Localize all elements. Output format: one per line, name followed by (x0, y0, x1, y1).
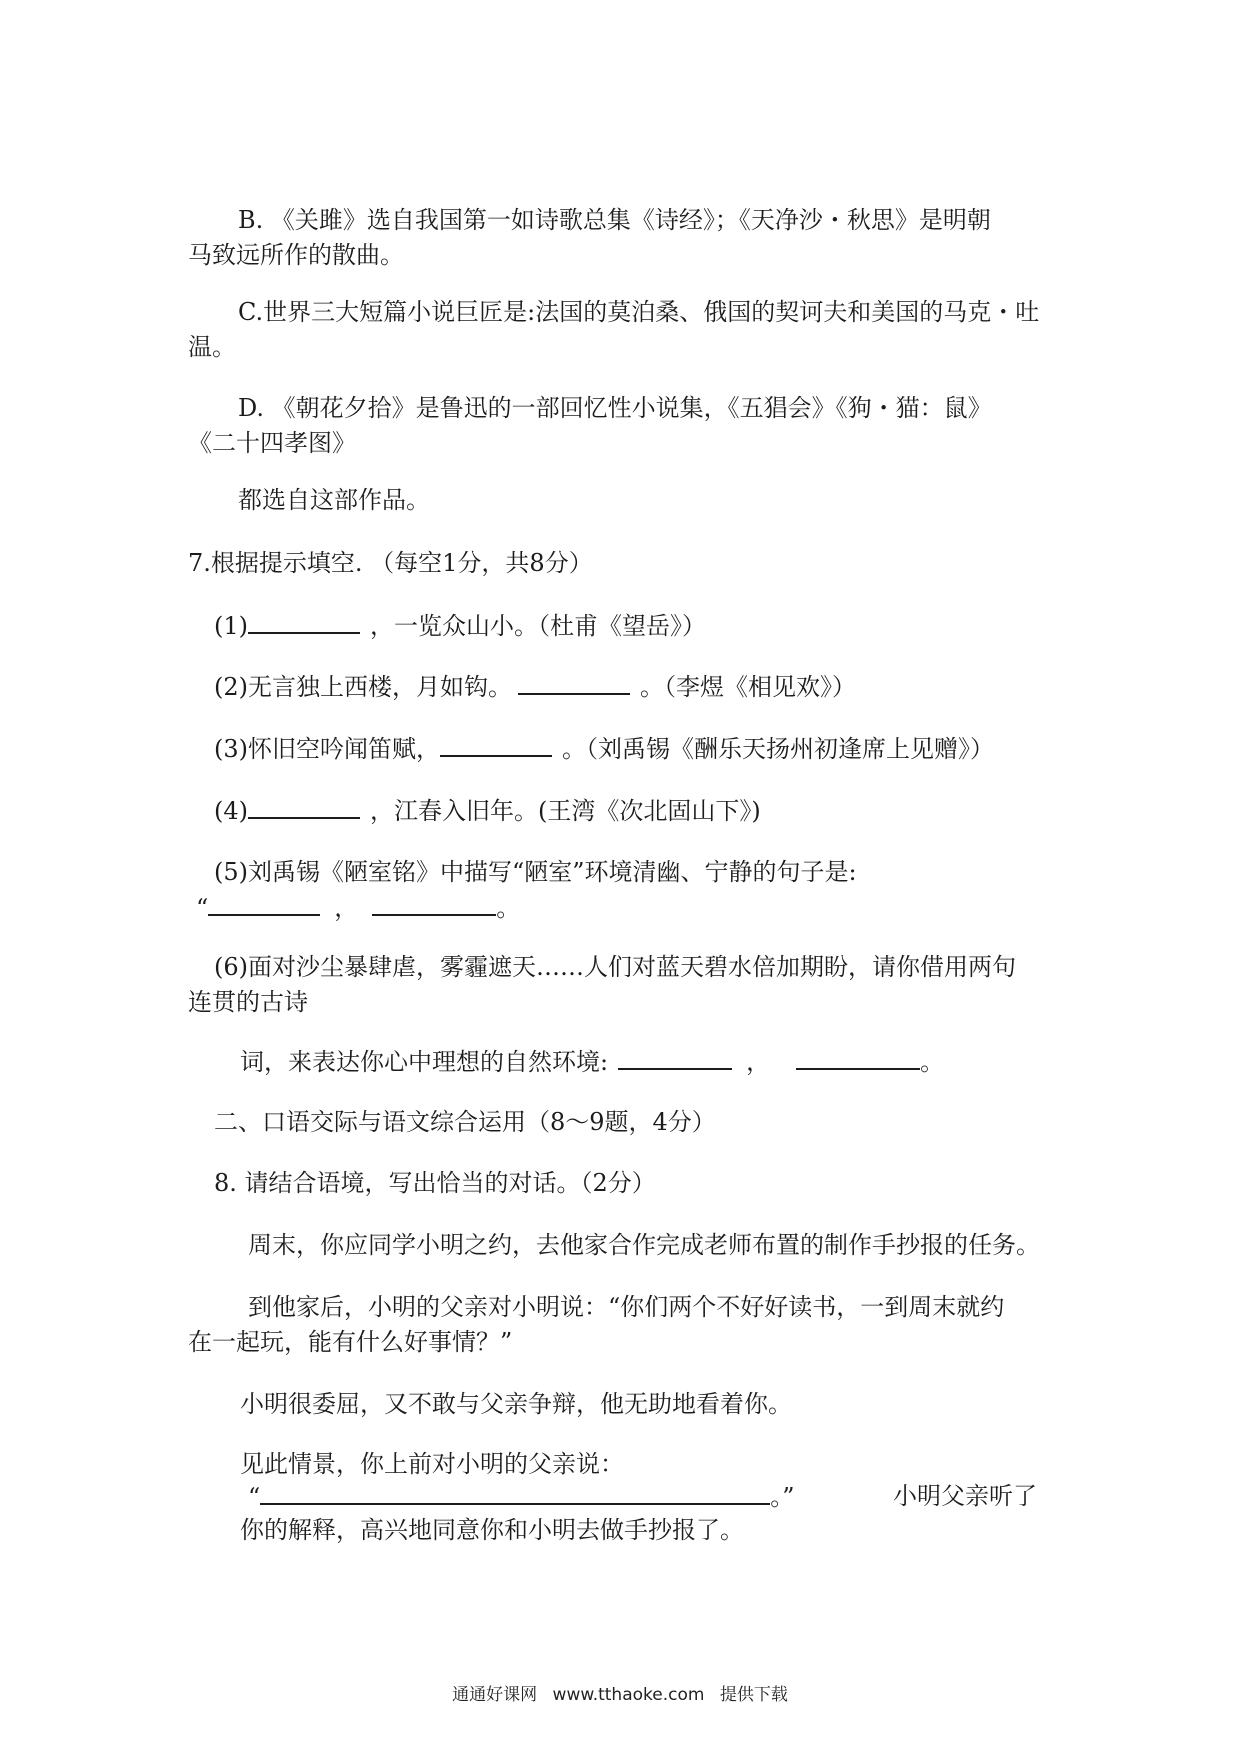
q7-item-6-blank-1[interactable] (618, 1046, 732, 1070)
q7-item-5-line1: (5)刘禹锡《陋室铭》中描写“陋室”环境清幽、宁静的句子是: (214, 858, 857, 886)
q7-item-5-blank-1[interactable] (208, 892, 320, 916)
q7-item-6-prefix: 词，来表达你心中理想的自然环境: (240, 1048, 609, 1076)
q7-item-3-suffix: 。（刘禹锡《酬乐天扬州初逢席上见赠》） (562, 735, 994, 763)
q8-paragraph-1: 周末，你应同学小明之约，去他家合作完成老师布置的制作手抄报的任务。 (248, 1231, 1040, 1259)
q7-item-2-blank[interactable] (518, 671, 630, 695)
page-footer (0, 1680, 1240, 1705)
q7-item-4-suffix: ，江春入旧年。(王湾《次北固山下》) (370, 797, 761, 825)
q7-item-4-prefix: (4) (214, 797, 248, 825)
option-d-line1: D. 《朝花夕拾》是鲁迅的一部回忆性小说集，《五猖会》《狗・猫：鼠》 (238, 394, 992, 422)
q7-item-6-line1: (6)面对沙尘暴肆虐，雾霾遮天……人们对蓝天碧水倍加期盼，请你借用两句 (214, 953, 1016, 981)
q8-answer-line (248, 1481, 795, 1512)
q8-answer-close-quote: 。” (770, 1483, 795, 1511)
q7-item-4 (214, 795, 761, 826)
option-b-line1: B. 《关雎》选自我国第一如诗歌总集《诗经》；《天净沙・秋思》是明朝 (238, 206, 991, 234)
q7-item-6-blank-2[interactable] (796, 1046, 920, 1070)
q7-item-3-blank[interactable] (440, 733, 552, 757)
q7-item-1-prefix: (1) (214, 612, 248, 640)
q7-item-1-suffix: ，一览众山小。（杜甫《望岳》） (370, 612, 706, 640)
q8-paragraph-4: 见此情景，你上前对小明的父亲说： (240, 1450, 624, 1478)
q8-paragraph-3: 小明很委屈，又不敢与父亲争辩，他无助地看着你。 (240, 1390, 792, 1418)
q8-answer-tail: 小明父亲听了 (893, 1482, 1037, 1510)
question-8-title: 8. 请结合语境，写出恰当的对话。（2分） (214, 1169, 656, 1197)
q7-item-5-open-quote: “ (196, 894, 209, 922)
q8-answer-blank[interactable] (260, 1481, 770, 1505)
q7-item-2 (214, 671, 856, 702)
q7-item-5-line2 (196, 892, 520, 923)
section-2-title: 二、口语交际与语文综合运用（8～9题，4分） (214, 1108, 716, 1136)
option-b-line2: 马致远所作的散曲。 (188, 241, 404, 269)
q7-item-1-blank[interactable] (248, 610, 360, 634)
q7-item-5-period: 。 (496, 894, 521, 922)
q7-item-5-comma: ， (334, 894, 359, 922)
q8-paragraph-2-line1: 到他家后，小明的父亲对小明说：“你们两个不好好读书，一到周末就约 (248, 1293, 1005, 1321)
q7-item-4-blank[interactable] (248, 795, 360, 819)
option-c-line2: 温。 (188, 333, 236, 361)
q8-paragraph-6: 你的解释，高兴地同意你和小明去做手抄报了。 (240, 1516, 744, 1544)
q7-item-6-period: 。 (920, 1048, 945, 1076)
option-c-line1: C.世界三大短篇小说巨匠是:法国的莫泊桑、俄国的契诃夫和美国的马克・吐 (238, 298, 1040, 326)
q7-item-6-line2: 连贯的古诗 (188, 988, 308, 1016)
q7-item-1 (214, 610, 706, 641)
footer-url[interactable]: www.tthaoke.com (552, 1685, 705, 1705)
footer-brand: 通通好课网 (452, 1685, 538, 1705)
q8-paragraph-2-line2: 在一起玩，能有什么好事情？” (188, 1328, 513, 1356)
q8-answer-open-quote: “ (248, 1483, 261, 1511)
option-d-line3: 都选自这部作品。 (238, 486, 430, 514)
footer-note: 提供下载 (719, 1685, 788, 1705)
q7-item-3 (214, 733, 994, 764)
q7-item-6-comma: ， (746, 1048, 771, 1076)
q7-item-2-prefix: (2)无言独上西楼，月如钩。 (214, 673, 512, 701)
q7-item-3-prefix: (3)怀旧空吟闻笛赋， (214, 735, 440, 763)
q7-item-6-line3 (240, 1046, 944, 1077)
question-7-title: 7.根据提示填空. （每空1分，共8分） (188, 549, 593, 577)
q7-item-2-suffix: 。（李煜《相见欢》） (640, 673, 856, 701)
q7-item-5-blank-2[interactable] (372, 892, 496, 916)
option-d-line2: 《二十四孝图》 (188, 429, 356, 457)
